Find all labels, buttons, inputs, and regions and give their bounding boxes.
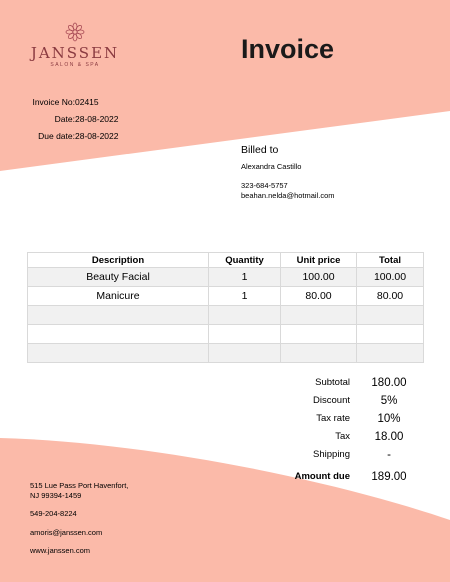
company-contact-footer [30, 481, 128, 556]
item-total [357, 306, 424, 325]
discount-value: 5% [380, 395, 398, 407]
table-row [28, 325, 424, 344]
item-total [357, 344, 424, 363]
item-total: 80.00 [357, 287, 424, 306]
column-header-quantity: Quantity [209, 253, 281, 268]
table-row [28, 344, 424, 363]
due-date-label: Due date: [38, 131, 75, 141]
address-line-1: 515 Lue Pass Port Havenfort, [30, 481, 129, 490]
tax-rate-value: 10% [377, 413, 401, 425]
client-email: beahan.nelda@hotmail.com [241, 191, 335, 200]
item-unit-price: 80.00 [281, 287, 357, 306]
subtotal-label: Subtotal [315, 377, 350, 388]
invoice-meta-values [75, 94, 118, 145]
flower-icon [65, 22, 85, 42]
company-email[interactable]: amoris@janssen.com [30, 527, 103, 537]
invoice-meta-labels [32, 94, 75, 145]
billed-to-block [241, 144, 335, 201]
item-total: 100.00 [357, 268, 424, 287]
due-date-value: 28-08-2022 [75, 131, 119, 141]
subtotal-value: 180.00 [371, 377, 407, 389]
client-phone: 323-684-5757 [241, 181, 288, 190]
table-row [28, 306, 424, 325]
tax-value: 18.00 [374, 431, 404, 443]
table-row [28, 287, 424, 306]
tax-rate-label: Tax rate [316, 413, 350, 424]
page-title: Invoice [241, 34, 335, 64]
item-quantity [209, 306, 281, 325]
amount-due-value: 189.00 [371, 471, 407, 483]
company-website-link[interactable]: www.janssen.com [30, 546, 91, 555]
column-header-unit-price: Unit price [281, 253, 357, 268]
date-value: 28-08-2022 [75, 114, 119, 124]
line-items-table [27, 252, 424, 363]
date-label: Date: [54, 114, 75, 124]
amount-due-label: Amount due [294, 471, 350, 482]
totals-labels [295, 374, 350, 486]
company-phone: 549-204-8224 [30, 509, 77, 518]
table-header-row [28, 253, 424, 268]
item-unit-price: 100.00 [281, 268, 357, 287]
shipping-label: Shipping [313, 449, 350, 460]
item-unit-price [281, 325, 357, 344]
column-header-description: Description [28, 253, 209, 268]
item-quantity [209, 325, 281, 344]
item-unit-price [281, 344, 357, 363]
item-description [28, 344, 209, 363]
shipping-value: - [387, 449, 391, 461]
invoice-no-label: Invoice No: [32, 97, 75, 107]
item-description: Manicure [28, 287, 209, 306]
brand-tagline: SALON & SPA [50, 62, 100, 68]
brand-logo [30, 22, 120, 68]
item-description [28, 325, 209, 344]
item-quantity: 1 [209, 268, 281, 287]
column-header-total: Total [357, 253, 424, 268]
billed-to-label: Billed to [241, 144, 279, 156]
item-unit-price [281, 306, 357, 325]
invoice-no-value: 02415 [75, 97, 99, 107]
item-quantity [209, 344, 281, 363]
table-row [28, 268, 424, 287]
address-line-2: NJ 99394-1459 [30, 490, 82, 500]
client-name: Alexandra Castillo [241, 162, 302, 171]
item-total [357, 325, 424, 344]
brand-name: JANSSEN [30, 44, 120, 62]
discount-label: Discount [313, 395, 350, 406]
item-description: Beauty Facial [28, 268, 209, 287]
item-quantity: 1 [209, 287, 281, 306]
item-description [28, 306, 209, 325]
tax-label: Tax [335, 431, 350, 442]
totals-values [359, 374, 419, 486]
